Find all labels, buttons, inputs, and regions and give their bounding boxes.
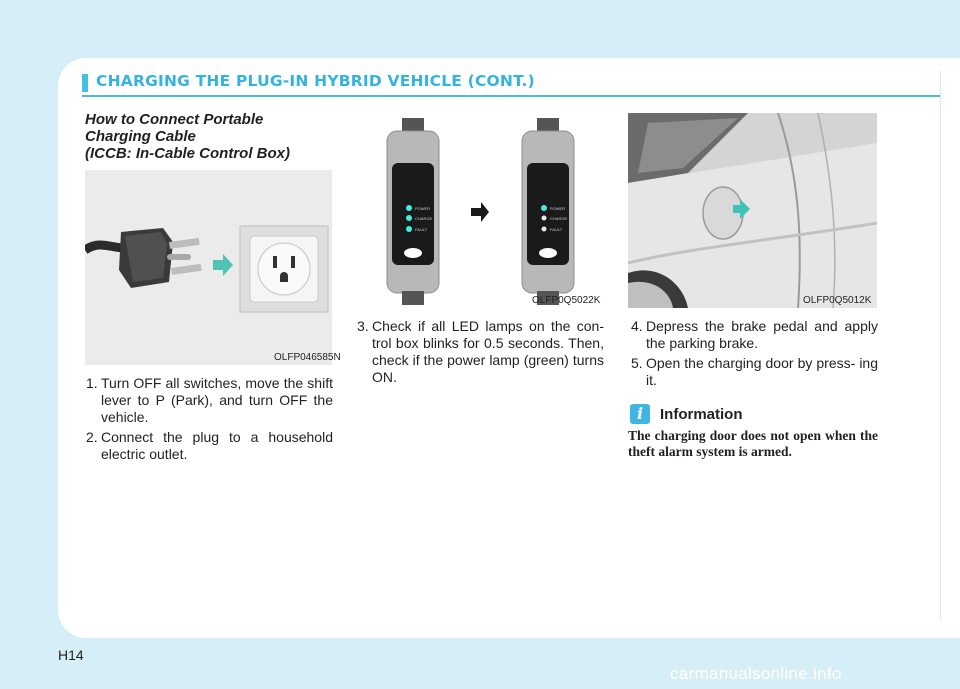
subheading-line: (ICCB: In-Cable Control Box) [85,145,290,162]
step-text: Open the charging door by press- ing it. [646,355,878,388]
figure-iccb [355,113,606,308]
step-text: Turn OFF all switches, move the shift lever to P (Park), and turn OFF the vehicle. [101,375,333,425]
figure-door [628,113,877,308]
step-number: 5. [631,355,643,371]
info-icon: i [630,404,650,424]
step-number: 2. [86,429,98,445]
svg-text:FAULT: FAULT [550,227,563,232]
step-number: 3. [357,318,369,334]
title-rule [82,95,940,97]
step-number: 1. [86,375,98,391]
control-box-illustration [355,113,606,308]
list-item [631,355,878,389]
watermark: carmanualsonline.info [670,664,842,683]
svg-text:POWER: POWER [550,206,566,211]
subheading-line: How to Connect Portable [85,111,264,128]
svg-text:CHARGE: CHARGE [415,216,433,221]
step-number: 4. [631,318,643,334]
section-title: CHARGING THE PLUG-IN HYBRID VEHICLE (CONT.) [96,72,535,90]
plug-outlet-illustration [85,170,332,365]
subheading [85,111,335,162]
list-item [86,429,333,463]
step-text: Check if all LED lamps on the con- trol box blinks for 0.5 seconds. Then, check if the power lamp (green) turns ON. [372,318,604,385]
svg-text:CHARGE: CHARGE [550,216,568,221]
right-margin-line [940,70,941,620]
figure-code: OLFP0Q5022K [532,295,601,306]
svg-text:FAULT: FAULT [415,227,428,232]
figure-plug [85,170,332,365]
control-box-right [522,118,574,305]
information-body: The charging door does not open when the theft alarm system is armed. [628,428,878,459]
list-item [631,318,878,352]
information-heading [630,404,743,424]
step-text: Connect the plug to a household electric outlet. [101,429,333,462]
control-box-left [387,118,439,305]
list-item [357,318,604,386]
page-number: H14 [58,647,84,663]
subheading-line: Charging Cable [85,128,196,145]
figure-code: OLFP0Q5012K [803,295,872,306]
figure-code: OLFP046585N [274,352,341,363]
list-item [86,375,333,426]
svg-text:POWER: POWER [415,206,431,211]
title-accent-bar [82,74,88,92]
step-text: Depress the brake pedal and apply the parking brake. [646,318,878,351]
information-title: Information [660,405,743,423]
charging-door-illustration [628,113,877,308]
